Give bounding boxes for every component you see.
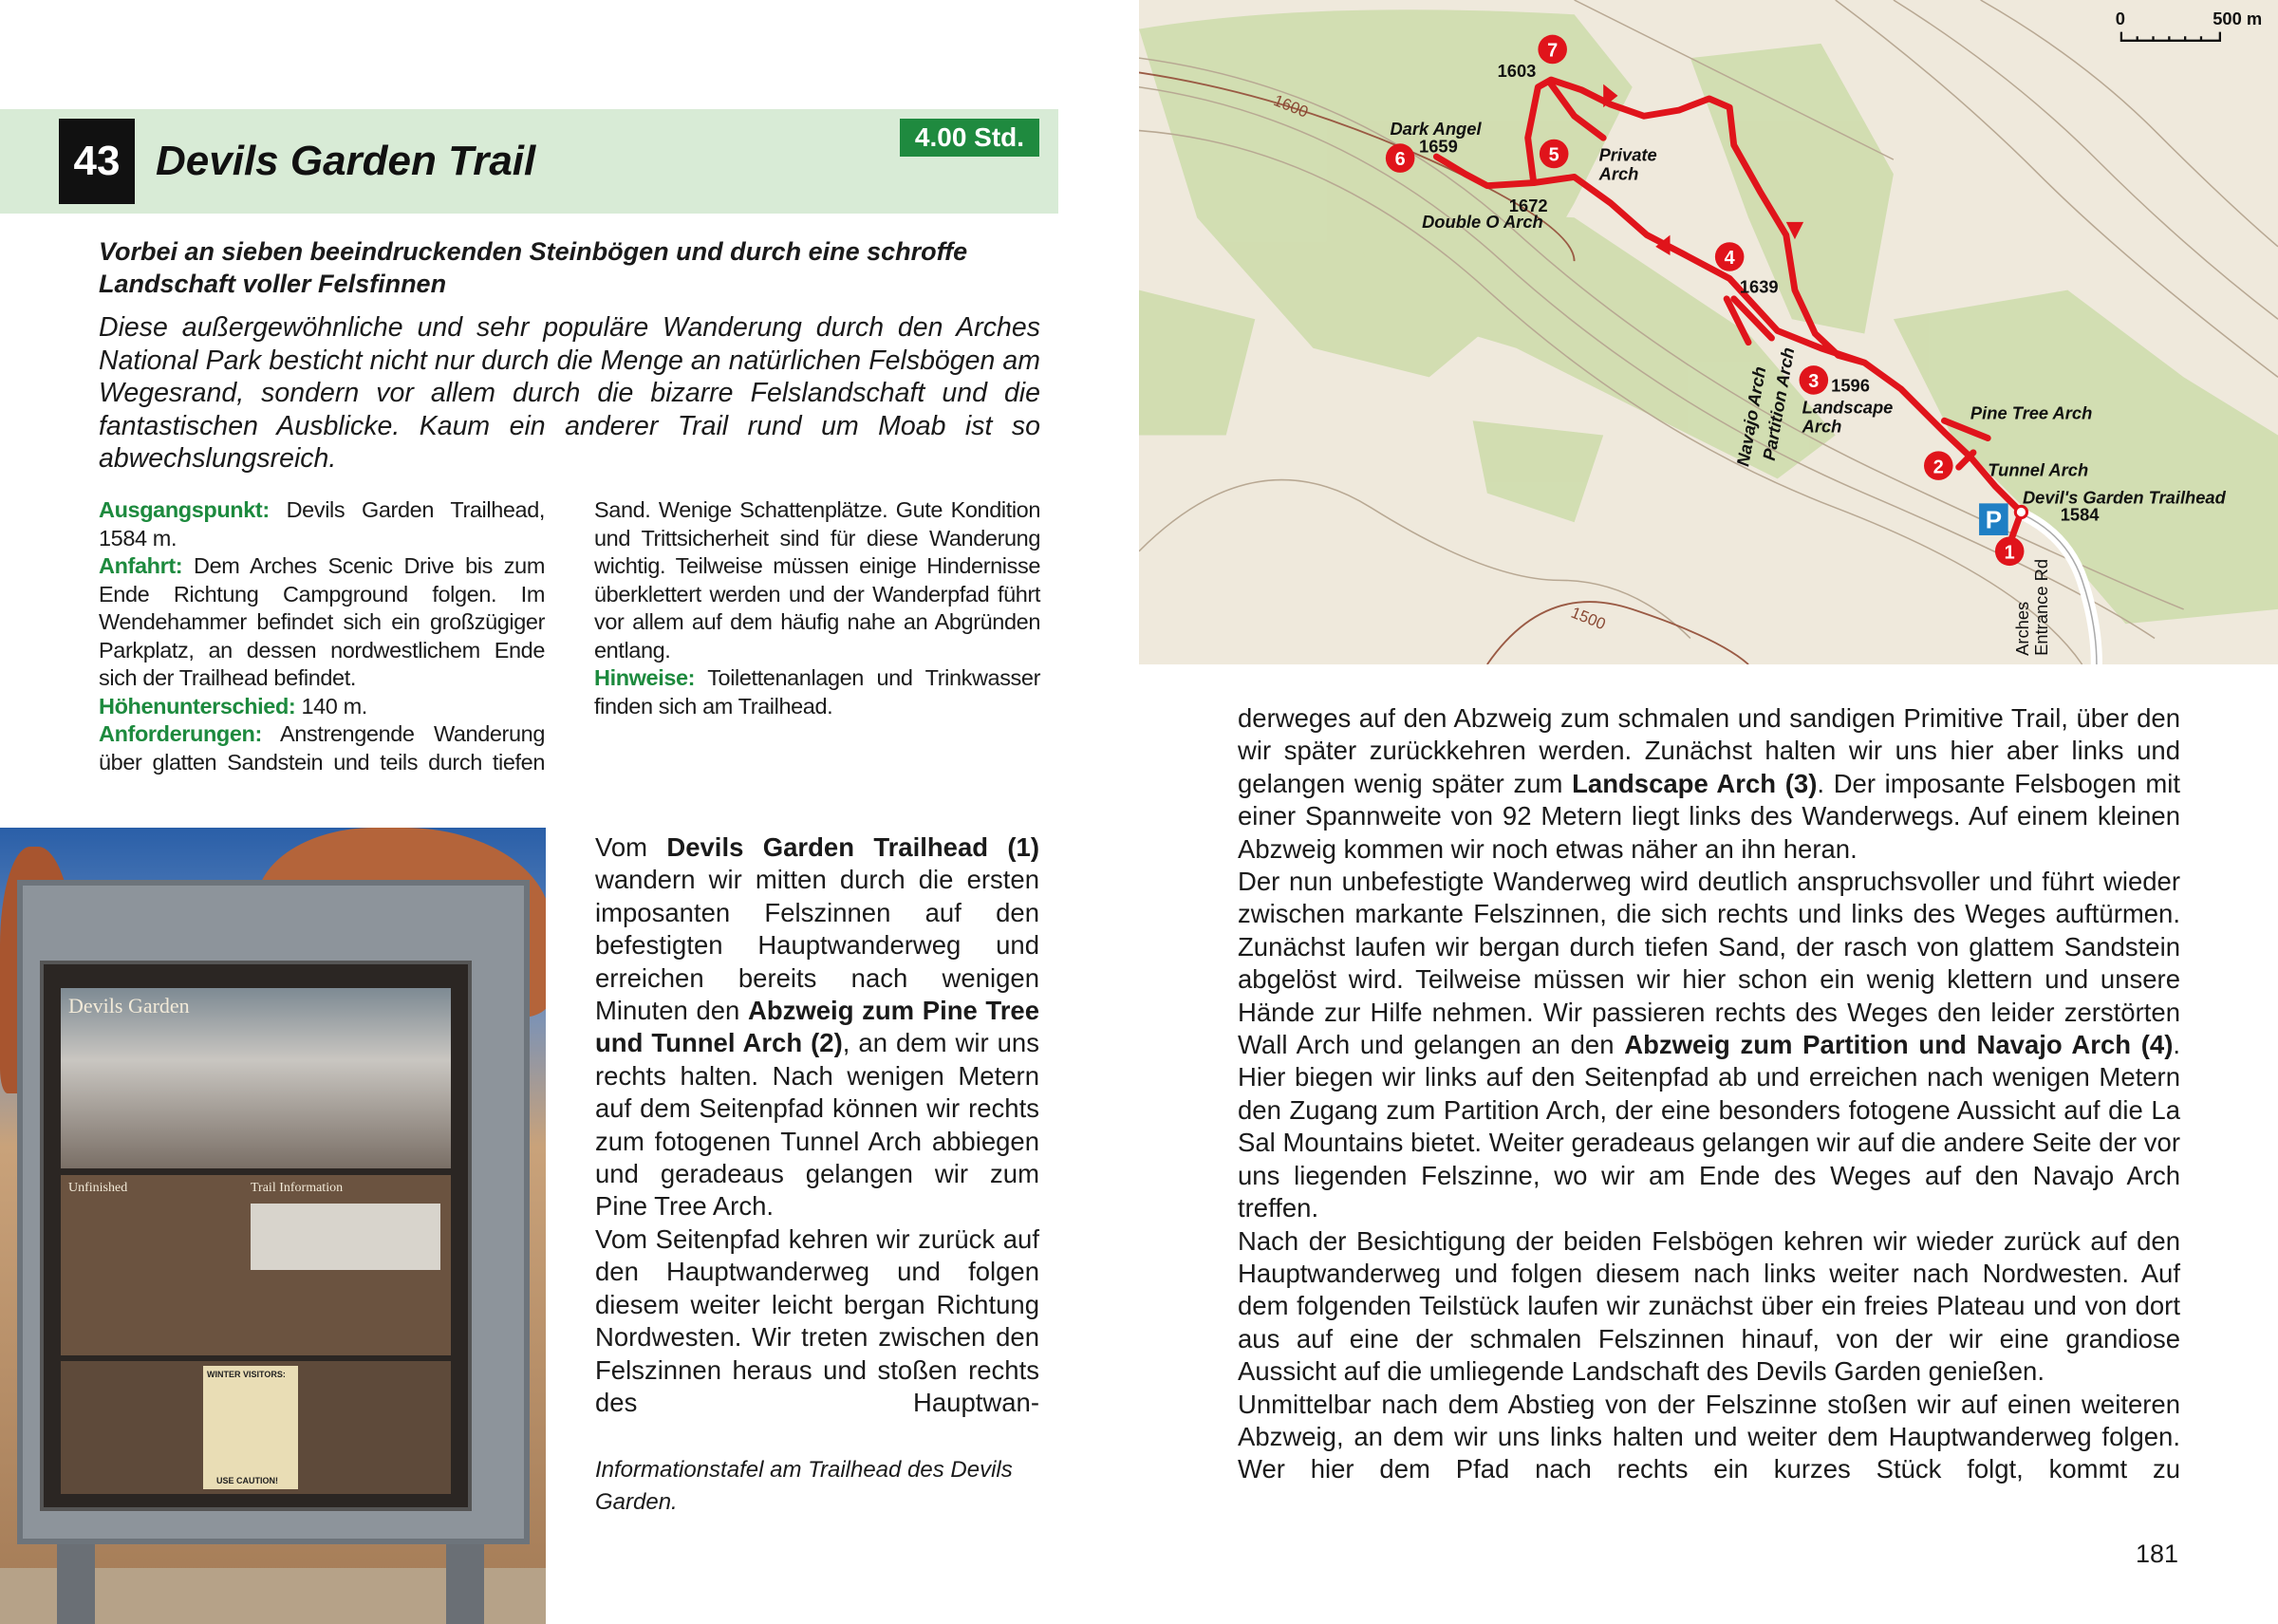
duration-badge: 4.00 Std.	[900, 119, 1039, 157]
bold-waypoint-text: Landscape Arch (3)	[1572, 768, 1818, 798]
info-text: Anstrengende Wanderung über glatten Sandstein und teils durch tiefen Sand. Wenige Schattenplätze. Gute Kondition und Trittsicherheit sind für diese Wanderung wichtig. Teilweise müssen einige Hindernisse überklettert werden und der Wanderpfad führt vor allem auf dem häufig nahe an Abgründen entlang.	[99, 497, 1040, 775]
route-text-middle	[595, 831, 1039, 1419]
paragraph-text: , an dem wir uns rechts halten. Nach wenigen Metern auf dem Seitenpfad können wir rechts zum fotogenen Tunnel Arch abbiegen und geradeaus gelangen wir zum Pine Tree Arch.	[595, 1028, 1039, 1222]
paragraph-text: derweges auf den Abzweig zum schmalen und sandigen Primitive Trail, über den wir später zurückkehren werden. Zunächst halten wir uns hier aber links und gelangen wenig später zum	[1238, 703, 2180, 798]
label-navajo: Navajo Arch	[1732, 364, 1770, 468]
paragraph-text: wandern wir mitten durch die ersten imposanten Felszinnen auf den befestigten Hauptwanderweg und erreichen bereits nach wenigen Minuten den	[595, 865, 1039, 1026]
trailhead-marker	[2015, 506, 2026, 517]
info-label: Hinweise:	[594, 665, 696, 690]
route-map	[1139, 0, 2278, 664]
paragraph	[1238, 1389, 2180, 1486]
contour-1600: 1600	[1271, 91, 1311, 121]
info-label: Ausgangspunkt:	[99, 497, 270, 522]
waypoint-2: 2	[1933, 457, 1944, 478]
paragraph	[1238, 702, 2180, 866]
waypoint-3: 3	[1808, 371, 1820, 393]
hike-title: Devils Garden Trail	[156, 138, 536, 184]
info-label: Anfahrt:	[99, 553, 183, 578]
elev-1672: 1672	[1508, 196, 1548, 216]
hike-intro: Diese außergewöhnliche und sehr populäre Wanderung durch den Arches National Park besticht nicht nur durch die Menge an natürlichen Felsbögen am Wegesrand, sondern vor allem durch die bizarre Felslandschaft und die fantastischen Ausblicke. Kaum ein anderer Trail rund um Moab ist so abwechslungsreich.	[99, 312, 1040, 474]
elev-1584: 1584	[2060, 504, 2100, 525]
label-partition: Partition Arch	[1758, 345, 1799, 462]
sign-panel-right: Trail Information	[251, 1181, 344, 1195]
bold-waypoint-text: Abzweig zum Partition und Navajo Arch (4)	[1624, 1030, 2174, 1060]
elev-1659: 1659	[1419, 136, 1458, 157]
paragraph-text: Vom	[595, 832, 667, 862]
label-dark-angel: Dark Angel	[1390, 119, 1482, 140]
info-access	[99, 552, 545, 693]
label-private-1: Private	[1598, 144, 1657, 165]
use-caution-text: USE CAUTION!	[216, 1476, 278, 1485]
waypoint-5: 5	[1548, 144, 1559, 166]
label-road-2: Entrance Rd	[2030, 558, 2051, 656]
info-text: Toilettenanlagen und Trinkwasser finden sich am Trailhead.	[594, 665, 1040, 719]
route-text-right	[1238, 702, 2180, 1486]
label-double-o: Double O Arch	[1422, 211, 1543, 232]
label-pine-tree: Pine Tree Arch	[1970, 402, 2093, 423]
paragraph-text: Vom Seitenpfad kehren wir zurück auf den Hauptwanderweg und folgen diesem weiter leicht bergan Richtung Nordwesten. Wir treten zwischen den Felszinnen heraus und stoßen rechts des Hauptwan-	[595, 1223, 1039, 1417]
scale-end: 500 m	[2213, 8, 2263, 28]
elev-1639: 1639	[1739, 276, 1779, 297]
paragraph	[595, 831, 1039, 1223]
info-label: Anforderungen:	[99, 721, 262, 746]
sign-board	[40, 961, 472, 1511]
parking-label: P	[1985, 505, 2003, 534]
elev-1596: 1596	[1831, 375, 1870, 396]
paragraph-text: . Hier biegen wir links auf den Seitenpfad ab und erreichen nach wenigen Metern den Zugang zum Partition Arch, der eine besonders fotogene Aussicht auf die La Sal Mountains bietet. Weiter geradeaus gelangen wir auf die andere Seite der vor uns liegenden Felszinne, wo wir am Ende des Weges auf den Navajo Arch treffen.	[1238, 1030, 2180, 1223]
paragraph	[595, 1223, 1039, 1419]
sign-title: Devils Garden	[68, 994, 190, 1017]
label-private-2: Arch	[1598, 163, 1639, 184]
waypoint-7: 7	[1547, 40, 1559, 62]
info-elevation	[99, 693, 545, 721]
winter-visitors-text: WINTER VISITORS:	[207, 1370, 286, 1379]
photo-caption: Informationstafel am Trailhead des Devils Garden.	[595, 1457, 1013, 1515]
paragraph-text: Der nun unbefestigte Wanderweg wird deutlich anspruchsvoller und führt wieder zwischen markante Felszinnen, die sich rechts und links des Weges auftürmen. Zunächst laufen wir bergan durch tiefen Sand, der rasch von glattem Sandstein abgelöst wird. Teilweise müssen wir hier schon ein wenig klettern und unsere Hände zur Hilfe nehmen. Wir passieren rechts des Weges den leider zerstörten Wall Arch und gelangen an den	[1238, 867, 2180, 1060]
paragraph-text: Unmittelbar nach dem Abstieg von der Felszinne stoßen wir auf einen weiteren Abzweig, an dem wir uns links halten und weiter dem Hauptwanderweg folgen. Wer hier dem Pfad nach rechts ein kurzes Stück folgt, kommt zu	[1238, 1389, 2180, 1484]
paragraph-text: . Der imposante Felsbogen mit einer Spannweite von 92 Metern liegt links des Wanderwegs. Auf einem kleinen Abzweig kommen wir noch etwas näher an ihn heran.	[1238, 768, 2180, 864]
waypoint-4: 4	[1724, 248, 1735, 270]
paragraph	[1238, 1225, 2180, 1389]
elev-1603: 1603	[1497, 61, 1537, 82]
trailhead-sign-photo	[0, 828, 546, 1624]
waypoint-6: 6	[1394, 149, 1406, 171]
label-trailhead: Devil's Garden Trailhead	[2022, 487, 2226, 508]
waypoint-1: 1	[2004, 542, 2015, 564]
scale-zero: 0	[2115, 8, 2125, 28]
info-notes	[594, 664, 1040, 720]
label-landscape-1: Landscape	[1802, 397, 1894, 418]
paragraph-text: Nach der Besichtigung der beiden Felsbögen kehren wir wieder zurück auf den Hauptwanderweg und folgen diesem nach links weiter nach Nordwesten. Auf dem folgenden Teilstück laufen wir zunächst über ein freies Plateau und von dort aus auf eine der schmalen Felszinnen hinauf, von der wir eine grandiose Aussicht auf die umliegende Landschaft des Devils Garden genießen.	[1238, 1225, 2180, 1387]
sign-panel-left: Unfinished	[68, 1181, 128, 1195]
info-box	[99, 496, 1040, 781]
info-start	[99, 496, 545, 552]
contour-1500: 1500	[1568, 603, 1609, 634]
hike-header	[0, 109, 1058, 214]
page-number: 181	[2136, 1540, 2179, 1568]
label-tunnel: Tunnel Arch	[1988, 459, 2089, 480]
paragraph	[1238, 866, 2180, 1224]
info-label: Höhenunterschied:	[99, 693, 296, 719]
label-road-1: Arches	[2012, 601, 2033, 656]
bold-waypoint-text: Abzweig zum Pine Tree und Tunnel Arch (2)	[595, 996, 1040, 1058]
hike-number: 43	[59, 119, 135, 204]
info-text: Devils Garden Trailhead, 1584 m.	[99, 497, 545, 551]
info-text: Dem Arches Scenic Drive bis zum Ende Richtung Campground folgen. Im Wendehammer befindet sich ein großzügiger Parkplatz, an dessen nordwestlichem Ende sich der Trailhead befindet.	[99, 553, 545, 690]
bold-waypoint-text: Devils Garden Trailhead (1)	[666, 832, 1039, 862]
hike-subtitle: Vorbei an sieben beeindruckenden Steinbögen und durch eine schroffe Landschaft voller Felsfinnen	[99, 237, 968, 298]
info-text: 140 m.	[295, 693, 367, 719]
label-landscape-2: Arch	[1802, 416, 1842, 437]
